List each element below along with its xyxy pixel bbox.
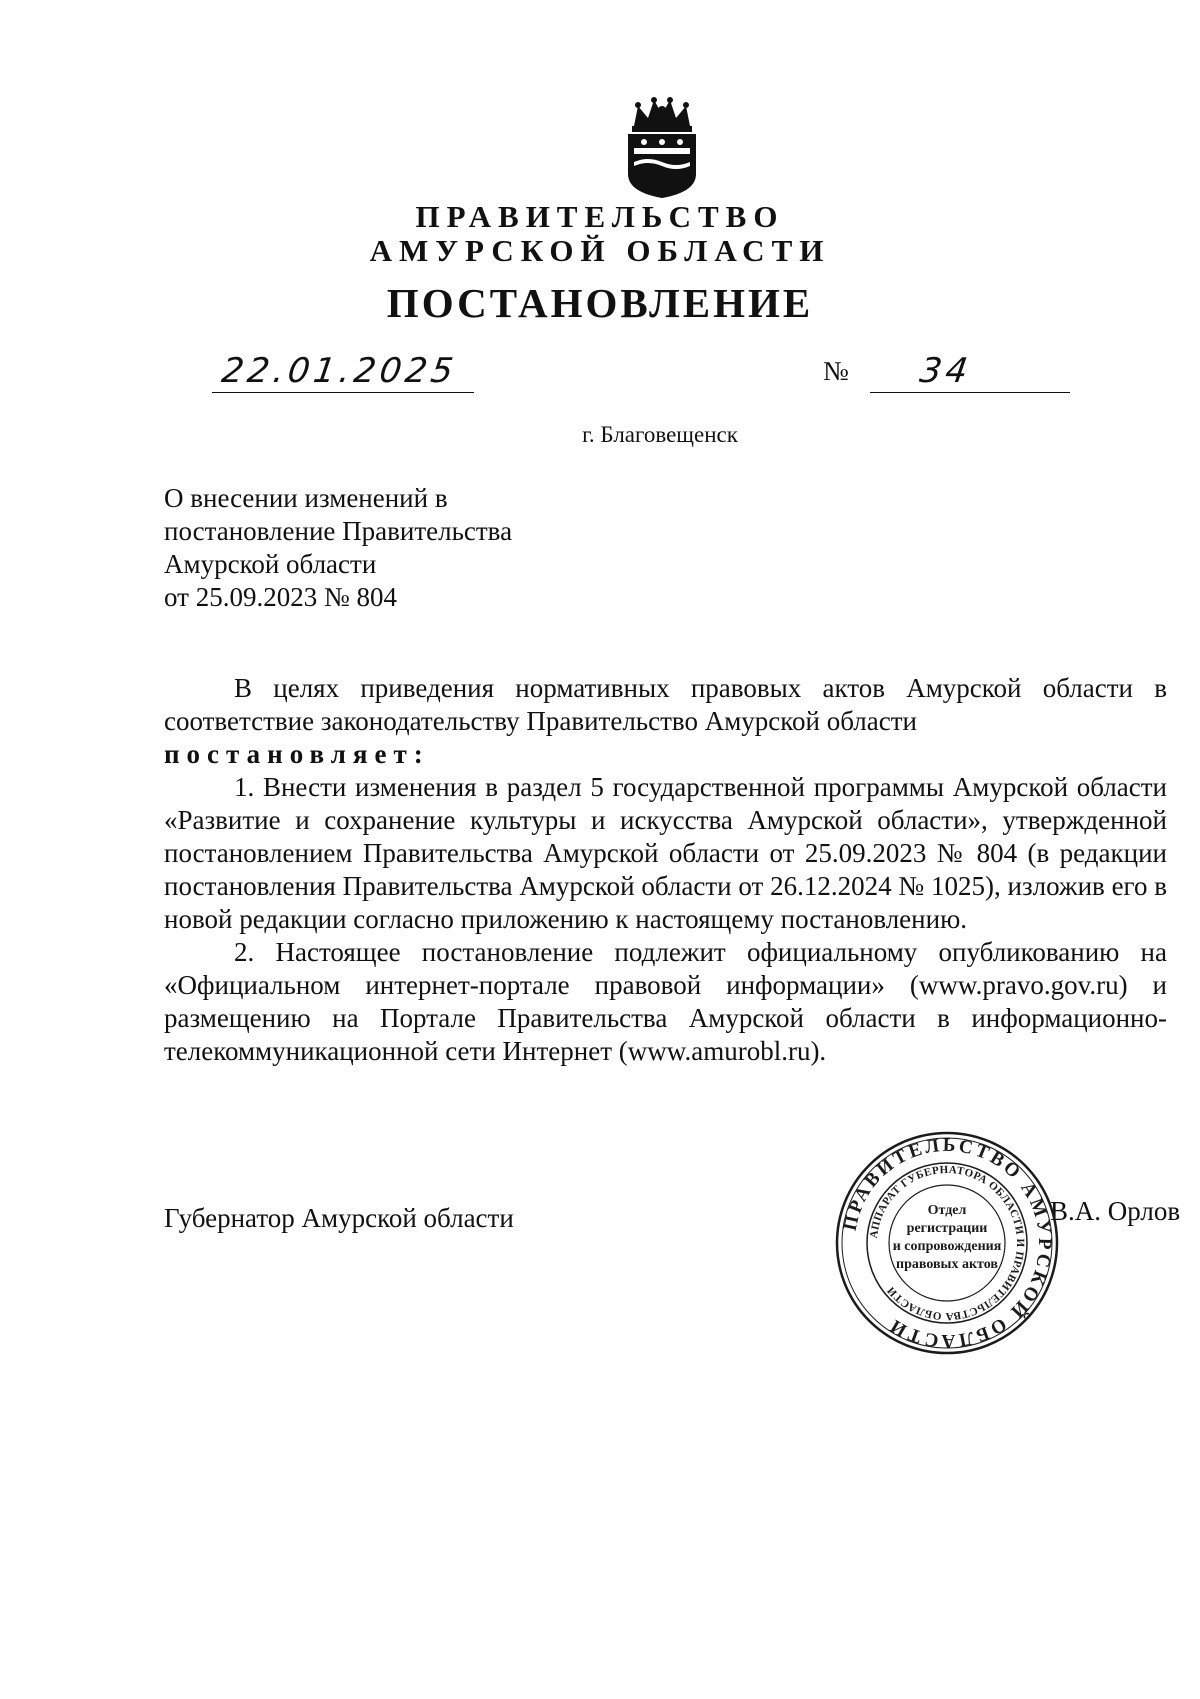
stamp-center-line: Отдел: [927, 1203, 967, 1218]
subject-line: постановление Правительства: [164, 516, 513, 546]
handwritten-date: 22.01.2025: [219, 351, 460, 391]
signer-name: В.А. Орлов: [1050, 1196, 1181, 1226]
city: г. Благовещенск: [582, 422, 738, 447]
org-name-line1: ПРАВИТЕЛЬСТВО: [415, 199, 785, 234]
document-type: ПОСТАНОВЛЕНИЕ: [386, 280, 814, 326]
stamp-center-line: и сопровождения: [892, 1239, 1002, 1254]
stamp-center-line: правовых актов: [896, 1257, 998, 1272]
signer-title: Губернатор Амурской области: [164, 1203, 514, 1233]
org-name-line2: АМУРСКОЙ ОБЛАСТИ: [369, 233, 831, 268]
decree-word: постановляет:: [164, 739, 430, 769]
subject-line: Амурской области: [164, 549, 377, 579]
stamp-center-text: [890, 1202, 1004, 1274]
item-2: 2. Настоящее постановление подлежит официальному опубликованию на «Официальном интернет-портале правовой информации» (www.pravo.gov.ru) и размещению на Портале Правительства Амурской области в информационно-телекоммуникационной сети Интернет (www.amurobl.ru).: [164, 937, 1167, 1066]
stamp-outer-text: ПРАВИТЕЛЬСТВО АМУРСКОЙ ОБЛАСТИ: [839, 1134, 1056, 1352]
subject-line: О внесении изменений в: [164, 483, 448, 513]
item-1: 1. Внести изменения в раздел 5 государственной программы Амурской области «Развитие и сохранение культуры и искусства Амурской области», утвержденной постановлением Правительства Амурской области от 25.09.2023 № 804 (в редакции постановления Правительства Амурской области от 26.12.2024 № 1025), изложив его в новой редакции согласно приложению к настоящему постановлению.: [164, 772, 1167, 934]
stamp-center-line: регистрации: [906, 1221, 988, 1236]
preamble: В целях приведения нормативных правовых актов Амурской области в соответствие законодательству Правительство Амурской области: [164, 673, 1167, 736]
handwritten-number: 34: [917, 351, 975, 391]
subject-line: от 25.09.2023 № 804: [164, 582, 397, 612]
document-subject: [164, 482, 512, 614]
amur-oblast-coat-of-arms-icon: [620, 96, 704, 200]
document-body: [164, 672, 1167, 1068]
number-label: №: [823, 356, 849, 386]
stamp-inner-text: АППАРАТ ГУБЕРНАТОРА ОБЛАСТИ И ПРАВИТЕЛЬСТВА ОБЛАСТИ: [868, 1163, 1027, 1323]
